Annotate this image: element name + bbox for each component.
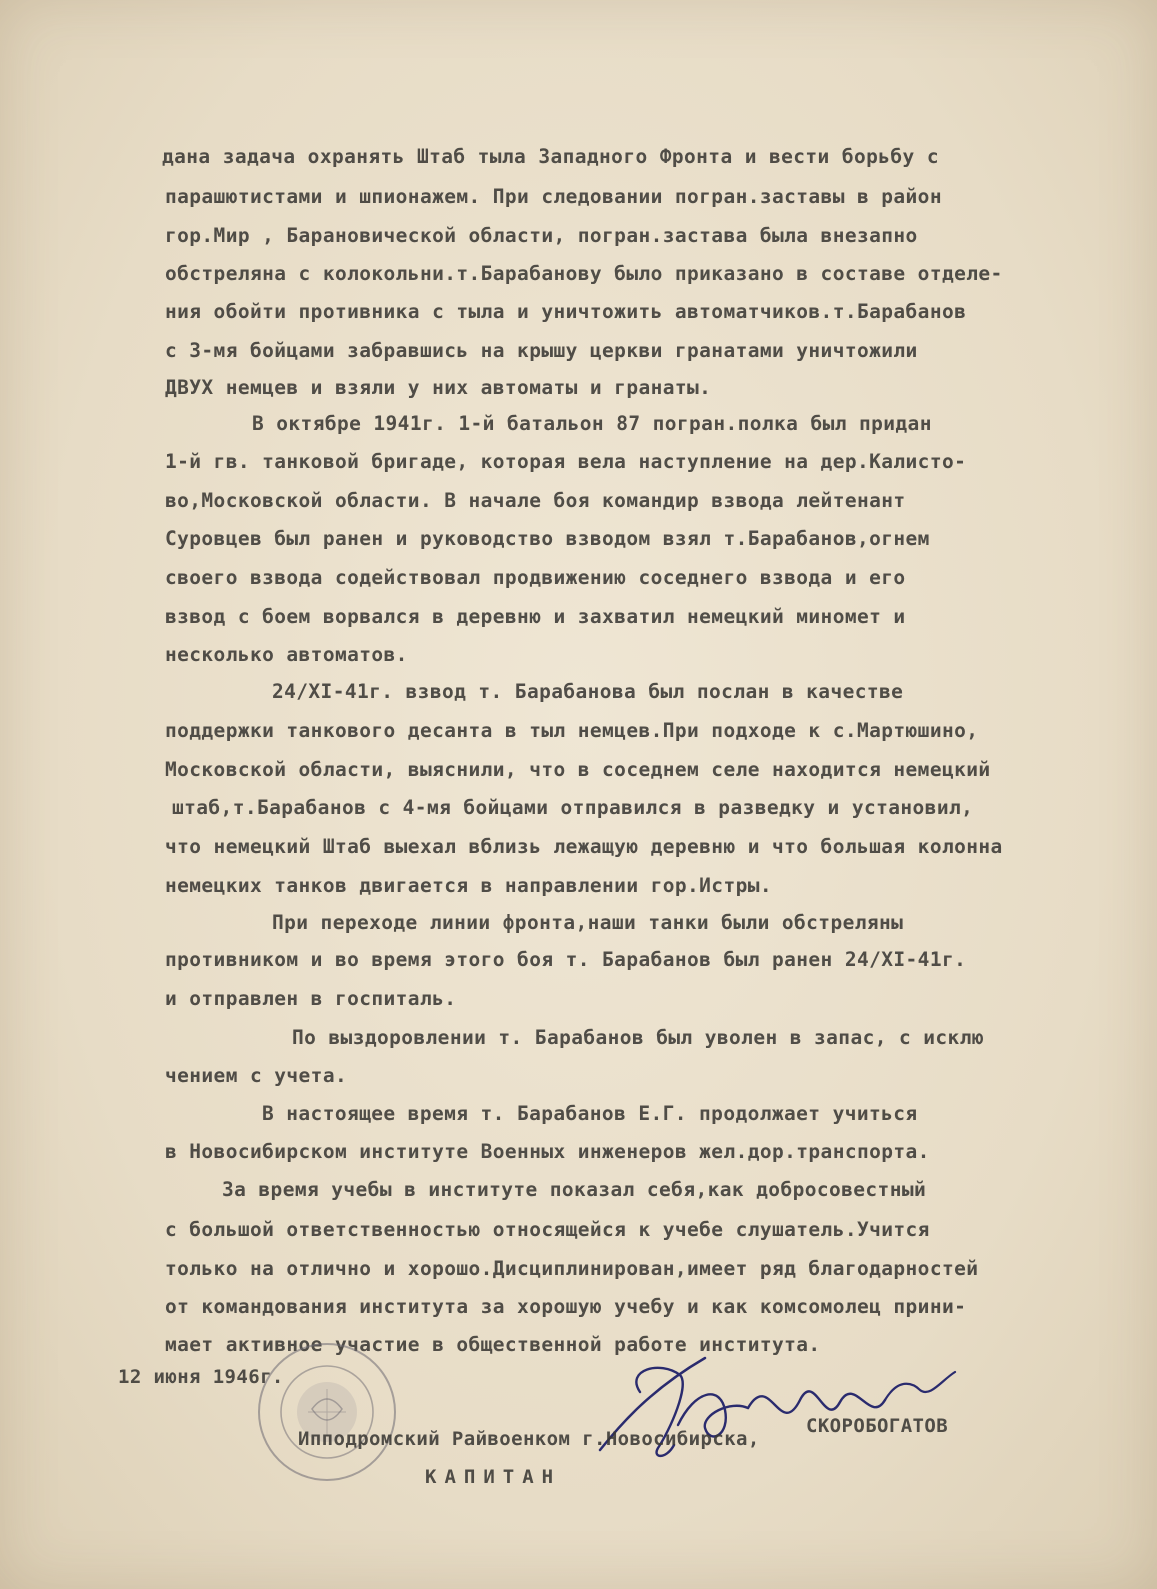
text-line: чением с учета. [165, 1064, 348, 1087]
text-line: 24/XI-41г. взвод т. Барабанова был послан в качестве [272, 680, 904, 703]
text-line: При переходе линии фронта,наши танки были обстреляны [272, 911, 904, 934]
signer-rank: КАПИТАН [425, 1466, 562, 1488]
text-line: с 3-мя бойцами забравшись на крышу церкви гранатами уничтожили [165, 339, 918, 362]
document-date: 12 июня 1946г. [118, 1366, 284, 1388]
text-line: и отправлен в госпиталь. [165, 987, 457, 1010]
text-line: мает активное участие в общественной работе института. [165, 1333, 821, 1356]
text-line: своего взвода содействовал продвижению соседнего взвода и его [165, 566, 906, 589]
text-line: В настоящее время т. Барабанов Е.Г. продолжает учиться [262, 1102, 918, 1125]
text-line: В октябре 1941г. 1-й батальон 87 погран.полка был придан [252, 412, 932, 435]
issuing-office: Ипподромский Райвоенком г.Новосибирска, [298, 1428, 760, 1450]
text-line: в Новосибирском институте Военных инженеров жел.дор.транспорта. [165, 1140, 930, 1163]
text-line: ния обойти противника с тыла и уничтожить автоматчиков.т.Барабанов [165, 300, 967, 323]
text-line: во,Московской области. В начале боя командир взвода лейтенант [165, 489, 906, 512]
text-line: поддержки танкового десанта в тыл немцев.При подходе к с.Мартюшино, [165, 719, 979, 742]
text-line: от командования института за хорошую учебу и как комсомолец прини- [165, 1295, 967, 1318]
text-line: Московской области, выяснили, что в соседнем селе находится немецкий [165, 758, 991, 781]
text-line: По выздоровлении т. Барабанов был уволен в запас, с исклю [292, 1026, 984, 1049]
text-line: взвод с боем ворвался в деревню и захватил немецкий миномет и [165, 605, 906, 628]
text-line: противником и во время этого боя т. Барабанов был ранен 24/XI-41г. [165, 948, 967, 971]
text-line: несколько автоматов. [165, 643, 408, 666]
text-line: 1-й гв. танковой бригаде, которая вела наступление на дер.Калисто- [165, 450, 967, 473]
text-line: обстреляна с колокольни.т.Барабанову было приказано в составе отделе- [165, 262, 1003, 285]
text-line: штаб,т.Барабанов с 4-мя бойцами отправился в разведку и установил, [172, 796, 974, 819]
signer-name: СКОРОБОГАТОВ [806, 1415, 949, 1437]
text-line: только на отлично и хорошо.Дисциплинирован,имеет ряд благодарностей [165, 1257, 979, 1280]
seal-stamp [252, 1337, 402, 1487]
text-line: с большой ответственностью относящейся к учебе слушатель.Учится [165, 1218, 930, 1241]
text-line: парашютистами и шпионажем. При следовании погран.заставы в район [165, 185, 942, 208]
text-line: гор.Мир , Барановической области, погран.застава была внезапно [165, 224, 918, 247]
text-line: За время учебы в институте показал себя,как добросовестный [222, 1178, 927, 1201]
text-line: дана задача охранять Штаб тыла Западного Фронта и вести борьбу с [162, 145, 939, 168]
text-line: немецких танков двигается в направлении гор.Истры. [165, 874, 772, 897]
text-line: что немецкий Штаб выехал вблизь лежащую деревню и что большая колонна [165, 835, 1003, 858]
text-line: Суровцев был ранен и руководство взводом взял т.Барабанов,огнем [165, 527, 930, 550]
text-line: ДВУХ немцев и взяли у них автоматы и гранаты. [165, 376, 712, 399]
